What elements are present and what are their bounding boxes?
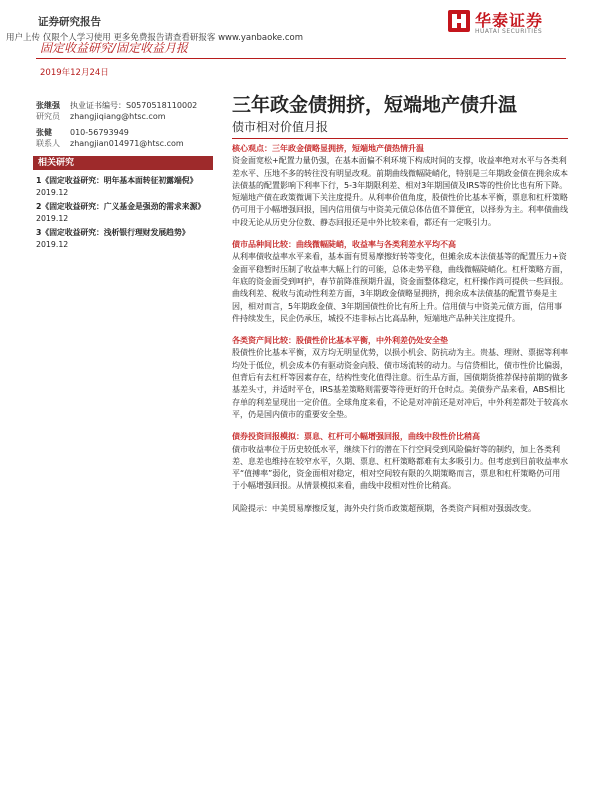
risk-text: 中美贸易摩擦反复，海外央行货币政策超预期，各类资产间相对强弱改变。: [272, 503, 536, 513]
analyst-card: [36, 100, 226, 122]
analyst-role: 联系人: [36, 139, 60, 148]
analyst-name: 张继强: [36, 101, 60, 110]
analyst-email[interactable]: zhangjian014971@htsc.com: [70, 139, 184, 148]
section-bond-comparison: [232, 239, 568, 325]
section-title: 债市品种间比较：曲线微幅陡峭，收益率与各类利差水平均不高: [232, 240, 456, 250]
analyst-card: [36, 127, 226, 149]
related-item-title: 3《固定收益研究：浅析银行理财发展趋势》: [36, 228, 190, 237]
section-asset-comparison: [232, 335, 568, 421]
analyst-cert-label: 执业证书编号：: [70, 101, 126, 110]
report-title: 三年政金债拥挤，短端地产债升温: [232, 94, 518, 116]
report-subject: 固定收益研究/固定收益月报: [40, 41, 189, 55]
related-item[interactable]: [36, 201, 212, 225]
section-body: 债市收益率位于历史较低水平，继续下行的潜在下行空间受到风险偏好等的制约，加上各类利差、息差也维持在较窄水平，久期、票息、杠杆策略都难有太多吸引力。但考虑到目前收益率水平“值搏率”弱化，资金面相对稳定，相对空间较有限的久期策略而言，票息和杠杆策略仍可用于小幅增强回报。从情景模拟来看，曲线中段相对性价比稍高。: [232, 444, 568, 491]
risk-label: 风险提示：: [232, 503, 272, 513]
section-title: 各类资产间比较：股债性价比基本平衡，中外利差仍处安全垫: [232, 336, 448, 346]
related-item-date: 2019.12: [36, 188, 69, 197]
watermark-text: 用户上传 仅限个人学习使用 更多免费报告请查看研报客 www.yanbaoke.com: [6, 33, 304, 43]
subject-bar: [36, 38, 566, 59]
section-body: 资金面宽松+配置力量仍强，在基本面偏不利环境下构成时间的支撑，收益率绝对水平与各类利差水平、压地不多的转往没有明显改观。前期曲线微幅陡峭化，特别是三年期政金债在拥余成本法债基的配置影响下利率下行，5-3年期限利差、相对3年期国债及IRS等的性价比也有所下降。短端地产债在政策微调下关注度提升。从利率价值角度，股债性价比基本平衡，票息和杠杆策略仍可用于小幅增强回报，国内信用债与中资美元债总体估值不算便宜，以择券为主。利率债曲线中段无论从历史分位数、静态回报还是中外比较来看，都还有一定吸引力。: [232, 156, 568, 227]
section-body: 从利率债收益率水平来看，基本面有贸易摩擦好转等变化，但摊余成本法债基等的配置压力+资金面平稳暂时压制了收益率大幅上行的可能，总体走势平稳，曲线微幅陡峭化。杠杆策略方面，年底的资金面受到呵护，春节前降准预期升温，资金面整体稳定，杠杆操作尚可提供一些回报。曲线利差、税收与流动性利差方面，3年期政金债略显拥挤，拥余成本法债基的配置节奏是主因，相对而言，5年期政金债、3年期国债性价比有所上升。信用债与中资美元债方面，信用事件持续发生，民企仍承压，城投不违非标占比高品种，短端地产品种关注度提升。: [232, 252, 568, 323]
huatai-logo-icon: [448, 10, 470, 32]
analyst-name: 张健: [36, 128, 52, 137]
section-title: 债券投资回报模拟：票息、杠杆可小幅增强回报，曲线中段性价比稍高: [232, 432, 480, 442]
risk-warning: [232, 503, 568, 515]
section-body: 股债性价比基本平衡，双方均无明显优势，以损小机会、防抗动为主。贵基、理财、票据等利率均处于低位，机会成本仍有驱动资金向股、债市场流转的动力。与信贷相比，债市性价比偏弱，但背后有去杠杆等因素存在，结构性变化值得注意。衍生品方面，国债期货推荐保持前期的做多基差头寸，并适时平仓，IRS基差策略则需要等待更好的开仓时点。美债券产品来看，ABS相比存单的利差显现出一定价值。全球角度来看，不论是对冲前还是对冲后，中外利差都处于较高水平，仍是国内债市的重要安全垫。: [232, 348, 568, 419]
section-core-views: [232, 143, 568, 229]
section-return-simulation: [232, 431, 568, 492]
related-item-date: 2019.12: [36, 240, 69, 249]
analyst-cert-value: S0570518110002: [126, 101, 198, 110]
report-body: [232, 143, 568, 515]
related-item[interactable]: [36, 227, 212, 251]
related-research-heading: 相关研究: [33, 156, 213, 170]
report-type-label: 证券研究报告: [38, 16, 101, 28]
report-date: 2019年12月24日: [40, 68, 109, 78]
analyst-phone: 010-56793949: [70, 128, 129, 137]
brand-logo: [448, 8, 578, 40]
analyst-role: 研究员: [36, 112, 60, 121]
title-divider: [232, 138, 568, 139]
related-item-date: 2019.12: [36, 214, 69, 223]
related-item-title: 2《固定收益研究：广义基金是强劲的需求来源》: [36, 202, 206, 211]
brand-name-cn: 华泰证券: [475, 11, 544, 30]
related-item-title: 1《固定收益研究：明年基本面转征初露端倪》: [36, 176, 198, 185]
related-item[interactable]: [36, 175, 212, 199]
section-title: 核心观点：三年政金债略显拥挤，短端地产债热情升温: [232, 144, 424, 153]
brand-name-en: HUATAI SECURITIES: [475, 28, 543, 35]
report-subtitle: 债市相对价值月报: [232, 120, 329, 134]
analyst-email[interactable]: zhangjiqiang@htsc.com: [70, 112, 166, 121]
